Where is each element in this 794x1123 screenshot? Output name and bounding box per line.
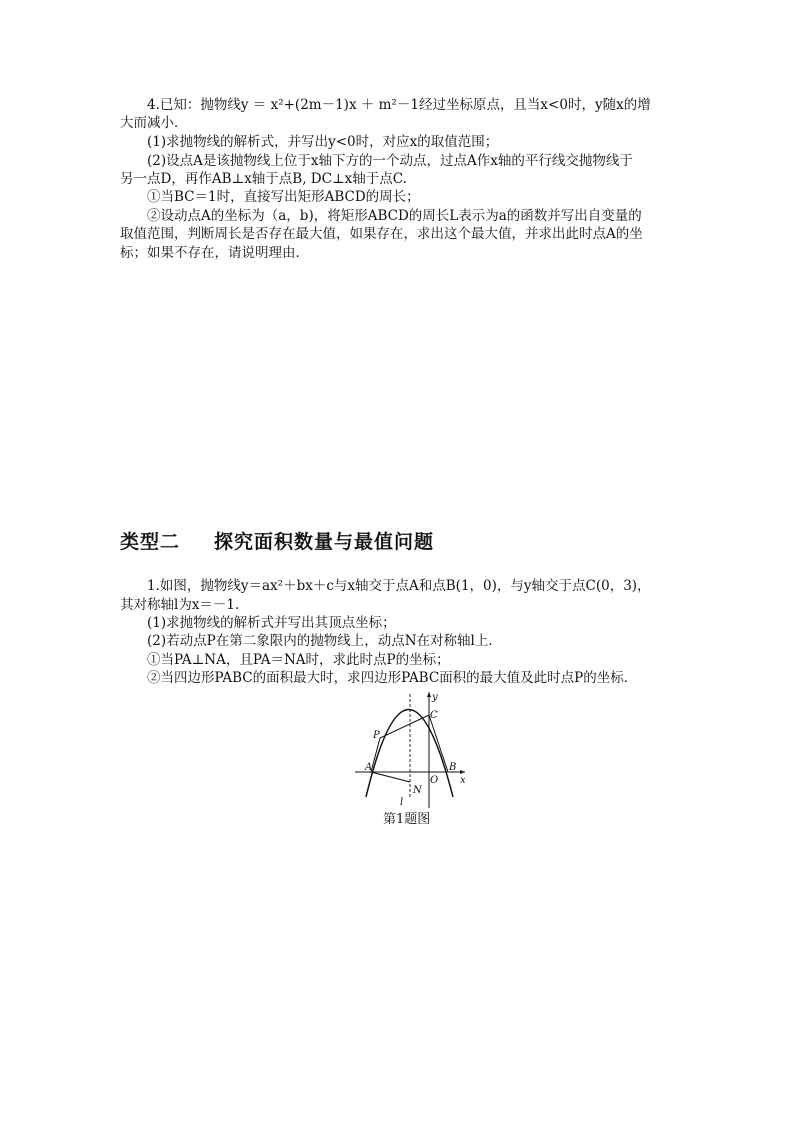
figure-caption: 第1题图 bbox=[383, 812, 431, 827]
q4-part2-line1: (2)设点A是该抛物线上位于x轴下方的一个动点，过点A作x轴的平行线交抛物线于 bbox=[147, 153, 633, 169]
q4-part4-line3: 标；如果不存在，请说明理由． bbox=[120, 245, 309, 261]
label-l: l bbox=[400, 797, 404, 808]
label-A: A bbox=[365, 762, 373, 773]
segment-PC bbox=[380, 715, 429, 738]
segment-PA bbox=[371, 738, 380, 772]
parabola-figure bbox=[350, 690, 470, 810]
q1-part3: ①当PA⊥NA，且PA＝NA时，求此时点P的坐标； bbox=[147, 652, 450, 668]
q4-stem-line2: 大而减小． bbox=[120, 115, 188, 131]
x-axis-arrow bbox=[460, 770, 465, 774]
section-label: 类型二 bbox=[120, 531, 181, 553]
label-C: C bbox=[430, 710, 438, 721]
section-heading bbox=[120, 527, 434, 554]
q4-part1: (1)求抛物线的解析式，并写出y<0时，对应x的取值范围； bbox=[147, 134, 499, 150]
q4-part4-line1: ②设动点A的坐标为（a，b)，将矩形ABCD的周长L表示为a的函数并写出自变量的 bbox=[147, 208, 642, 224]
parabola-curve bbox=[366, 710, 453, 798]
label-y: y bbox=[432, 692, 438, 703]
q4-part4-line2: 取值范围，判断周长是否存在最大值，如果存在，求出这个最大值，并求出此时点A的坐 bbox=[120, 226, 643, 242]
q4-stem-line1: 4.已知：抛物线y ＝ x²+(2m－1)x ＋ m²－1经过坐标原点，且当x<0时，y随x的增 bbox=[147, 97, 651, 113]
segment-CB bbox=[429, 715, 448, 772]
q1-part2: (2)若动点P在第二象限内的抛物线上，动点N在对称轴l上． bbox=[147, 633, 502, 649]
label-O: O bbox=[430, 775, 439, 786]
q4-part2-line2: 另一点D，再作AB⊥x轴于点B, DC⊥x轴于点C. bbox=[120, 171, 407, 187]
section-title: 探究面积数量与最值问题 bbox=[214, 531, 435, 553]
q1-stem-line1: 1.如图，抛物线y＝ax²＋bx＋c与x轴交于点A和点B(1，0)，与y轴交于点C(0，3)， bbox=[147, 578, 651, 594]
label-B: B bbox=[449, 762, 457, 773]
y-axis-arrow bbox=[427, 692, 431, 697]
q1-stem-line2: 其对称轴l为x＝－1. bbox=[120, 597, 240, 613]
q4-part3: ①当BC＝1时，直接写出矩形ABCD的周长； bbox=[147, 189, 420, 205]
label-P: P bbox=[373, 730, 380, 741]
label-N: N bbox=[413, 785, 422, 796]
segment-AN bbox=[371, 772, 410, 782]
label-x: x bbox=[460, 775, 466, 786]
q1-part1: (1)求抛物线的解析式并写出其顶点坐标； bbox=[147, 615, 396, 631]
q1-part4: ②当四边形PABC的面积最大时，求四边形PABC面积的最大值及此时点P的坐标． bbox=[147, 670, 638, 686]
